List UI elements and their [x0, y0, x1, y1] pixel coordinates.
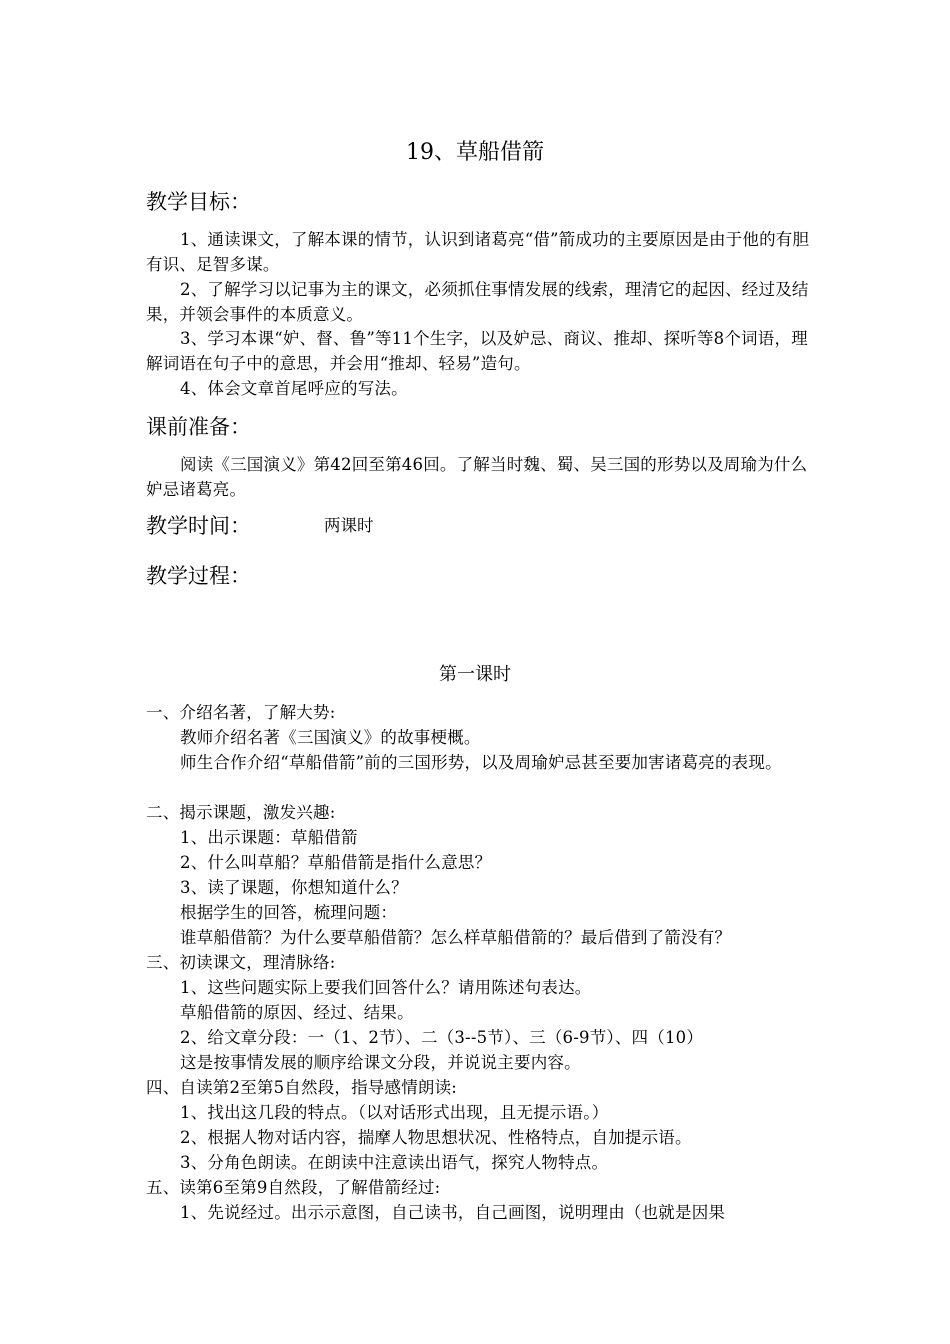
section-heading: 三、初读课文，理清脉络: — [146, 953, 336, 972]
objective-item: 4、体会文章首尾呼应的写法。 — [180, 379, 408, 398]
body-line: 1、先说经过。出示示意图，自己读书，自己画图，说明理由（也就是因果 — [180, 1203, 726, 1222]
body-line: 2、根据人物对话内容，揣摩人物思想状况、性格特点，自加提示语。 — [180, 1128, 692, 1147]
time-value: 两课时 — [324, 516, 374, 535]
section-heading: 五、读第6至第9自然段，了解借箭经过: — [146, 1178, 441, 1197]
body-line: 2、给文章分段：一（1、2节）、二（3--5节）、三（6-9节）、四（10） — [180, 1028, 704, 1047]
section-heading: 一、介绍名著，了解大势: — [146, 703, 336, 722]
body-line: 3、读了课题，你想知道什么？ — [180, 878, 408, 897]
body-line: 1、找出这几段的特点。（以对话形式出现，且无提示语。） — [180, 1103, 609, 1122]
body-line: 根据学生的回答，梳理问题： — [180, 903, 398, 922]
body-line: 1、这些问题实际上要我们回答什么？请用陈述句表达。 — [180, 978, 592, 997]
objective-item: 1、通读课文，了解本课的情节，认识到诸葛亮“借”箭成功的主要原因是由于他的有胆有识、足智多谋。 — [146, 230, 810, 274]
body-line: 草船借箭的原因、经过、结果。 — [180, 1003, 414, 1022]
objective-item: 2、了解学习以记事为主的课文，必须抓住事情发展的线索，理清它的起因、经过及结果，并领会事件的本质意义。 — [146, 280, 809, 324]
body-line: 谁草船借箭？为什么要草船借箭？怎么样草船借箭的？最后借到了箭没有？ — [180, 928, 732, 947]
objective-item: 3、学习本课“妒、督、鲁”等11个生字，以及妒忌、商议、推却、探听等8个词语，理解词语在句子中的意思，并会用“推却、轻易”造句。 — [146, 329, 808, 373]
section-heading: 二、揭示课题，激发兴趣: — [146, 803, 336, 822]
objectives-heading: 教学目标： — [146, 190, 251, 214]
body-line: 2、什么叫草船？草船借箭是指什么意思？ — [180, 853, 492, 872]
time-heading: 教学时间： — [146, 514, 251, 538]
body-line: 3、分角色朗读。在朗读中注意读出语气，探究人物特点。 — [180, 1153, 609, 1172]
preparation-heading: 课前准备： — [146, 415, 251, 439]
body-line: 教师介绍名著《三国演义》的故事梗概。 — [180, 728, 481, 747]
page-title: 19、草船借箭 — [406, 140, 544, 165]
body-line: 1、出示课题：草船借箭 — [180, 828, 358, 847]
body-line: 这是按事情发展的顺序给课文分段，并说说主要内容。 — [180, 1053, 581, 1072]
section-heading: 四、自读第2至第5自然段，指导感情朗读: — [146, 1078, 458, 1097]
lesson-title: 第一课时 — [439, 664, 511, 685]
preparation-text: 阅读《三国演义》第42回至第46回。了解当时魏、蜀、吴三国的形势以及周瑜为什么妒忌诸葛亮。 — [146, 455, 808, 499]
body-paragraph: 师生合作介绍“草船借箭”前的三国形势，以及周瑜妒忌甚至要加害诸葛亮的表现。 — [180, 753, 782, 772]
process-heading: 教学过程： — [146, 564, 251, 588]
